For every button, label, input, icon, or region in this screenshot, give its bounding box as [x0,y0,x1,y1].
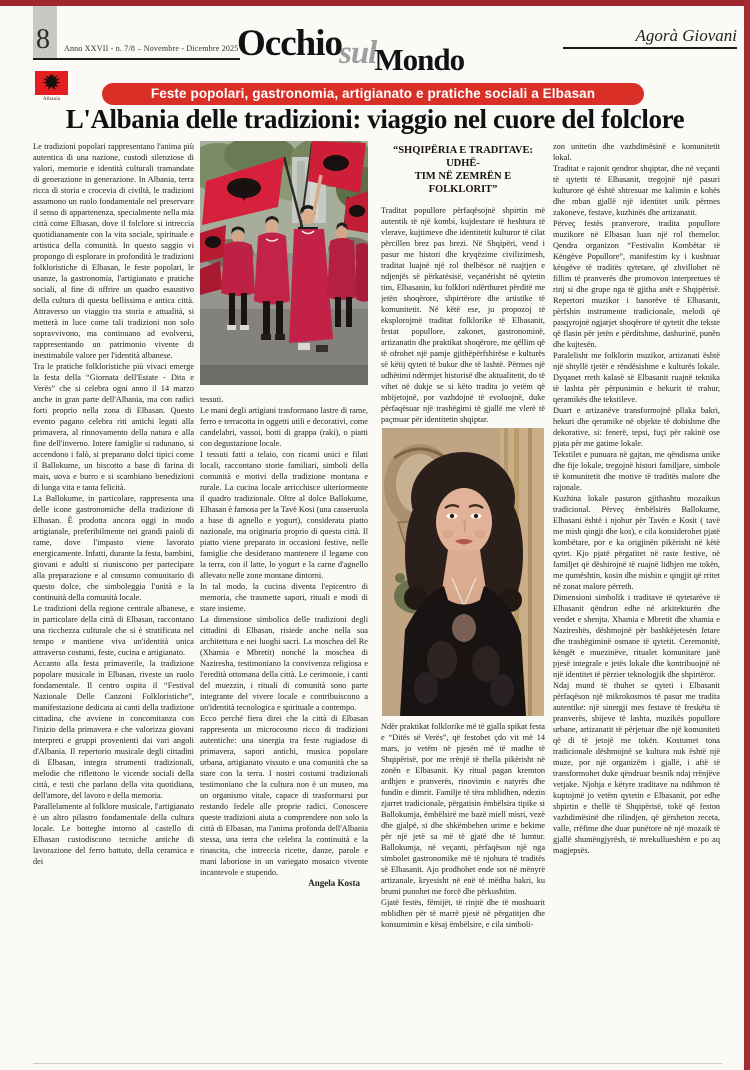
masthead-mondo: Mondo [374,42,465,77]
paragraph: Dimensioni simbolik i traditave të qytetarëve të Elbasanit qëndron edhe në arkitekturën dhe vendet e shenjta. Xhamia e Mbretit dhe xhamia e Nazireshës, dëshmojnë për bashkëjetesën fetare dhe trashëgiminë osmane të qytetit. Ceremonitë, këngët e muezinëve, ritualet komunitare janë pjesë integrale e jetës lokale dhe kontribuojnë në një identitet të përzier teknologjik dhe shpirtëror. [553,593,720,679]
paragraph: Tra le pratiche folkloristiche più vivaci emerge la festa della “Giornata dell'Estate - Dita e Verës” che si celebra ogni anno il 14 marzo anche in gran parte dell'Albania, ma con radici forti proprio nella zona di Elbasan. Questo evento pagano celebra riti antichi legati alla primavera, al rinnovamento della natura e alla fine dell'inverno. Intere famiglie si radunano, si accendono i falò, si preparano dolci tipici come il Ballokume, un biscotto a base di farina di mais, uova e burro e si scambiano benedizioni di lunga vita e tanta felicità. [33,362,194,492]
paragraph: Kuzhina lokale pasuron gjithashtu mozaikun tradicional. Përveç ëmbëlsirës Ballokume, Elbasani është i njohur për Tavën e Kosit ( tavë me mish qingji dhe kos), e cila konsiderohet pjatë kombëtare, por e ka origjinën pikërisht në këtë qytet. Kjo pjatë përgatitet në raste festive, në familjet që dëshirojnë të ruajnë lidhjen me tokën, me qumështin, kosin dhe mishin e qingjit që rritet në zonat malore përreth. [553,494,720,591]
paragraph: Accanto alla festa primaverile, la tradizione popolare musicale in Elbasan, riveste un ruolo fondamentale. Il centro ospita il “Festival Nazionale Delle Canzoni Folkloristiche”, manifestazione dedicata ai canti della tradizione cittadina, che avviene in concomitanza con l'inizio della primavera e che valorizza giovani interpreti e gruppi provenienti dai vari angoli d'Albania. Il repertorio musicale degli cittadini di Elbasan, integra strumenti tradizionali, melodie che riflettono le vicende sociali della città, e testi che parlano della vita quotidiana, dell'amore, del lavoro e della memoria. [33,659,194,800]
masthead [237,22,469,77]
paragraph: Le tradizioni popolari rappresentano l'anima più autentica di una nazione, custodi silenziose di valori, memorie e identità culturali tramandate di generazione in generazione. In Albania, terra ricca di storia e crocevia di civiltà, le tradizioni assumono un ruolo fondamentale nel preservare il senso di appartenenza, specialmente nella mia città come Elbasan, dove il folclore si intreccia quotidianamente con la vita sociale, spirituale e artistica della comunità. In questo saggio vi propongo di esplorare in profondità le tradizioni folkloristiche di Elbasan, le feste popolari, le usanze, la gastronomia, l'artigianato e pratiche sociali, al fine di offrire un quadro esaustivo della cultura di questa bellissima e antica città. Attraverso un viaggio tra storia e attualità, si metterà in luce come tali tradizioni non solo sopravvivono, ma continuano ad evolversi, rappresentando un patrimonio vivente di inestimabile valore per l'identità albanese. [33,142,194,360]
albania-flag-icon [35,71,68,95]
paragraph: Paralelisht me folklorin muzikor, artizanati është një shtyllë tjetër e rëndësishme e kulturës lokale. Dyqanet rreth kalasë së Elbasanit ruajnë teknika të lashta për përpunimin e hekurit të rrahur, qeramikës dhe tekstileve. [553,351,720,404]
paragraph: Tekstilet e punuara në gajtan, me qëndisma unike dhe fije lokale, tregojnë histori familjare, simbole të komunitetit dhe motive të traditës malore dhe rajonale. [553,450,720,492]
paragraph: Përveç festës pranverore, tradita popullore muzikore në Elbasan luan një rol themelor. Qendra organizon “Festivalin Kombëtar të Këngëve Popullore”, manifestim ky i kushtuar këngëve të traditës qytetare, që zhvillohet në fillim të pranverës dhe promovon interpretues të rinj si dhe grupe nga të gjitha anët e Shqipërisë. Repertori muzikor i banorëve të Elbasanit, përfshin instrumente tradicionale, melodi që pasqyrojnë ngjarjet shoqërore të qytetit dhe tekste që flasin për jetën e përditshme, dashurinë, punën dhe kujtesën. [553,219,720,349]
masthead-occhio: Occhio [237,23,342,64]
column-2 [200,141,368,1065]
paragraph: In tal modo, la cucina diventa l'epicentro di memoria, che trasmette sapori, rituali e modi di stare insieme. [200,582,368,613]
headline: L'Albania delle tradizioni: viaggio nel cuore del folclore [65,104,685,134]
kicker-banner: Feste popolari, gastronomia, artigianato e pratiche sociali a Elbasan [102,83,644,105]
masthead-sul: sul [338,35,377,71]
paragraph: Traditat e rajonit qendror shqiptar, dhe në veçanti të qytetit të Elbasanit, tregojnë një pasuri kulturore që është shtresuar me kalimin e kohës dhe mban gjallë një identitet unik përmes zakoneve, festave, kuzhinës dhe artizanatit. [553,164,720,217]
paragraph: Parallelamente al folklore musicale, l'artigianato è un altro pilastro fondamentale della cultura locale. Le botteghe intorno al castello di Elbasan custodiscono tecniche antiche di lavorazione del ferro battuto, della ceramica e dei [33,802,194,866]
paragraph: Ndaj mund të thuhet se qyteti i Elbasanit përfaqëson një mikrokosmos të pasur me tradita autentike: një sinergji mes festave të freskëta të pranverës, shijeve të lashta, muzikës popullore urbane, artizanatit të përjetuar dhe një komuniteti që di të jetojë me tokën. Kostumet tona tradicionale dëshmojnë se kultura nuk është një muze, por një organizëm i gjallë, i aftë të transformohet duke qëndruar besnik ndaj rrënjëve vetjake. Njohja e këtyre traditave na ndihmon të kuptojmë jo vetëm qytetin e Elbasanit, por edhe shpirtin e thellë të Shqipërisë, tokë që feston vazhdimësinë dhe rilindjen, që gërsheton receta, valle, rrëfime dhe duar punëtore në një mozaik të gjallë shumëngjyrësh, të mrekullueshëm e po aq magjepsës. [553,681,720,855]
paragraph: La Ballokume, in particolare, rappresenta una delle icone gastronomiche della tradizione di Elbasan. È prodotta ancora oggi in modo artigianale, preferibilmente nei grandi paioli di rame, dove l'impasto viene lavorato energicamente. Infatti, durante la festa, bambini, giovani e adulti si riuniscono per partecipare alla preparazione e al consumo comunitario di questo dolce, che simboleggia l'unità e la continuità della comunità locale. [33,494,194,602]
paragraph: Gjatë festës, fëmijët, të rinjtë dhe të moshuarit mblidhen për të marrë pjesë në përgatitjen dhe konsumimin e kësaj ëmbëlsire, e cila simboli- [381,898,545,929]
portrait-photo [382,428,544,716]
paragraph: Ecco perché fiera direi che la città di Elbasan rappresenta un microcosmo ricco di tradizioni autentiche: una sinergia tra feste rugiadose di primavera, sapori antichi, musica popolare urbana, artigianato vissuto e una comunità che sa stare con la terra. I nostri costumi tradizionali testimoniano che la cultura non è un museo, ma un organismo vitale, capace di trasformarsi pur restando fedele alle proprie radici. Conoscere queste tradizioni aiuta a comprendere non solo la città di Elbasan, ma l'anima profonda dell'Albania stessa, una terra che celebra la continuità e la rinascita, che intreccia ricette, danze, parole e mani laboriose in un variegato mosaico vivente incantevole e stupendo. [200,714,368,877]
bottom-rule [33,1063,722,1064]
paragraph: La dimensione simbolica delle tradizioni degli cittadini di Elbasan, risiede anche nella sua architettura e nei luoghi sacri. La moschea del Re (Xhamia e Mbretit) nonché la moschea di Naziresha, testimoniano la convivenza religiosa e l'eredità ottomana della città. Le cerimonie, i canti del muezzin, i rituali di comunità sono parte integrante del vivere locale e contribuiscono a un'identità tecnologica e spirituale a contempo. [200,615,368,712]
albanian-heading [381,144,545,196]
albanian-heading-line2: TIM NË ZEMRËN E FOLKLORIT” [414,171,512,195]
paragraph: Traditat popullore përfaqësojnë shpirtin më autentik të një kombi, kujdestare të heshtura të vlerave, kujtimeve dhe identitetit kulturor të cilat përcillen brez pas brezi. Në Shqipëri, vend i pasur me histori dhe kryqëzime civilizimesh, traditat luajnë një rol thelbësor në ruajtjen e ndjenjës së përkatësisë, veçanërisht në qytetin tim, Elbasanin, ku folklori ndërthuret përditë me jetën shoqërore, shpirtërore dhe artistike të komunitetit. Në këtë ese, ju propozoj të eksplorojmë traditat folklorike të Elbasanit, festat popullore, zakonet, gastronominë, artizanatin dhe praktikat shoqërore, me qëllim që të ofrohet një pamje gjithëpërfshirëse e kulturës së këtij qyteti të bukur dhe të lashtë. Përmes një udhëtimi ndërmjet historisë dhe aktualitetit, do të vihet në dukje se si këto tradita jo vetëm që mbijetojnë, por vazhdojnë të evoluojnë, duke përfaqësuar një trashëgimi të gjallë me vlerë të paçmuar për identitetin shqiptar. [381,206,545,424]
paragraph: Ndër praktikat folklorike më të gjalla spikat festa e “Ditës së Verës”, që festohet çdo vit më 14 mars, jo vetëm në pjesën më të madhe të Shqipërisë, por me rrënjë të thella pikërisht në zonën e Elbasanit. Ky ritual pagan kremton ardhjen e pranverës, rinovimin e natyrës dhe fundin e dimrit. Familje të tëra mblidhen, ndezin zjarret tradicionale, përgatisin ëmbëlsira tipike si Ballokumja, ëmbëlsirë me bazë miell misri, vezë dhe gjalpë, si dhe shkëmbehen urime e bekime për një jetë sa më të gjatë dhe të lumtur. Ballokumja, në veçanti, përfaqëson një nga simbolet gastronomike më të njohura të traditës së Elbasanit. Ajo prodhohet ende sot në mënyrë artizanale, kryesisht në enë të mëdha bakri, ku brumi punohet me forcë dhe përkushtim. [381,722,545,896]
column-3 [381,141,545,1065]
top-red-strip [0,0,750,6]
section-title: Agorà Giovani [635,26,737,45]
paragraph: Duart e artizanëve transformojnë pllaka bakri, hekuri dhe qeramike në objekte të dobishme dhe dekorative, si: fenerë, tepsi, fuçi për rakinë ose pjata për me gatime lokale. [553,406,720,448]
albanian-heading-line1: “SHQIPËRIA E TRADITAVE: UDHË- [392,145,534,169]
issue-info: Anno XXVII - n. 7/8 – Novembre - Dicembre 2025 [64,44,239,53]
paragraph: Le tradizioni della regione centrale albanese, e in particolare della città di Elbasan, raccontano una ricchezza culturale che si è stratificata nel tempo e mantiene viva un'identità unica attraverso costumi, feste, cucina e artigianato. [33,604,194,657]
author-byline: Angela Kosta [308,878,360,888]
paragraph: zon unitetin dhe vazhdimësinë e komunitetit lokal. [553,142,720,162]
paragraph: I tessuti fatti a telaio, con ricami unici e filati locali, raccontano storie familiari, simboli della comunità e motivi della tradizione montana e rurale. La cucina locale arricchisce ulteriormente il quadro tradizionale. Oltre al dolce Ballokume, Elbasan è famosa per la Tavë Kosi (una casseruola a base di agnello e yogurt), considerata piatto nazionale, ma originaria proprio di questa città. Il piatto viene preparato in occasioni festive, nelle famiglie che desiderano mantenere il legame con la terra, con il latte, lo yogurt e la carne d'agnello allevato nelle zone montane dintorni. [200,450,368,580]
paragraph: Le mani degli artigiani trasformano lastre di rame, ferro e terracotta in oggetti utili e decorativi, come candelabri, vassoi, botti di grappa (raki), o piatti con degustazione locale. [200,406,368,448]
page-number: 8 [36,24,50,55]
paragraph: tessuti. [200,395,224,404]
header-rule-left [33,58,240,60]
right-red-strip [744,0,750,1070]
header-rule-right [563,47,737,49]
dancers-photo [200,141,368,385]
column-1 [33,141,194,1065]
flag-caption: Albania [42,96,61,102]
column-4 [553,141,720,1065]
